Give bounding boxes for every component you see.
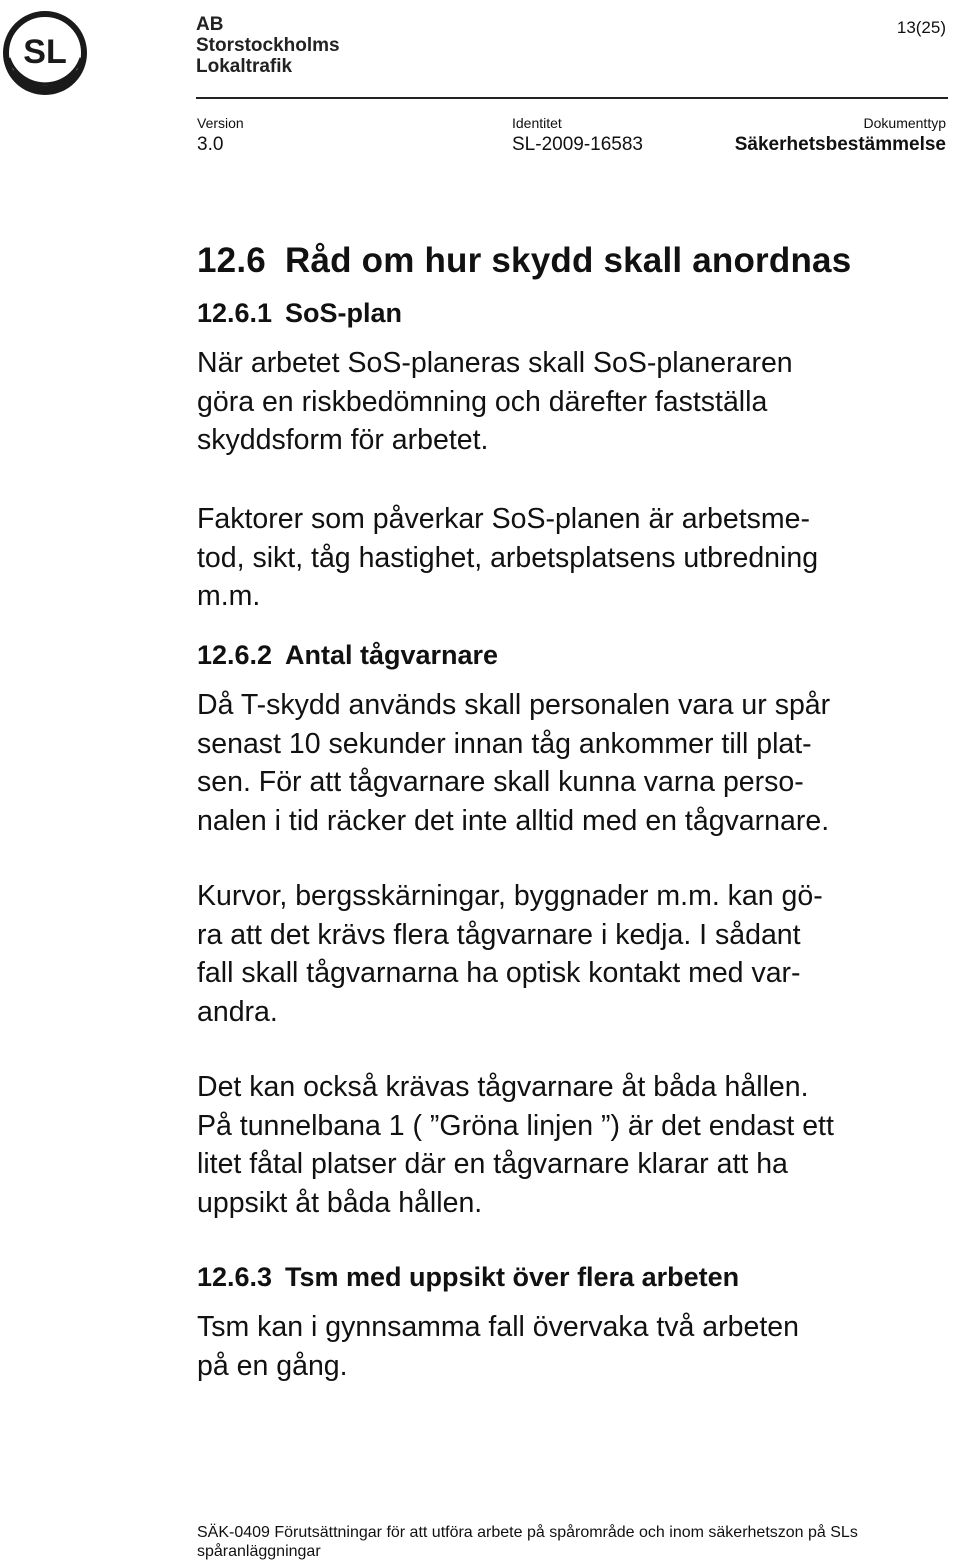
subsection-heading [197,298,402,329]
paragraph-line: Kurvor, bergsskärningar, byggnader m.m. kan gö- [197,880,823,912]
subsection-heading [197,640,498,671]
section-heading [197,241,851,281]
paragraph-line: fall skall tågvarnarna ha optisk kontakt med var- [197,957,801,989]
paragraph-line: tod, sikt, tåg hastighet, arbetsplatsens utbredning [197,541,819,574]
paragraph-line: Då T-skydd används skall personalen vara ur spår [197,689,831,721]
paragraph [197,686,942,840]
subsection-number: 12.6.3 [197,1262,273,1292]
identity-label: Identitet [512,115,562,131]
paragraph-line: sen. För att tågvarnare skall kunna varna perso- [197,766,804,798]
paragraph [197,500,942,616]
header-divider [196,97,948,99]
paragraph-line: litet fåtal platser där en tågvarnare klarar att ha [197,1148,788,1180]
paragraph-line: När arbetet SoS-planeras skall SoS-planeraren [197,347,793,379]
sl-logo-icon [0,8,90,98]
identity-value: SL-2009-16583 [512,134,643,155]
version-label: Version [197,115,244,131]
company-name [196,14,340,77]
paragraph-line: På tunnelbana 1 ( ”Gröna linjen ”) är det endast ett [197,1109,834,1142]
section-title: Råd om hur skydd skall anordnas [285,241,852,280]
page-number: 13(25) [896,18,946,37]
subsection-heading [197,1262,739,1293]
subsection-title: SoS-plan [285,298,403,328]
paragraph [197,877,942,1031]
svg-text:SL: SL [23,33,67,71]
subsection-title: Tsm med uppsikt över flera arbeten [285,1262,740,1292]
paragraph-line: Tsm kan i gynnsamma fall övervaka två arbeten [197,1311,799,1343]
paragraph-line: Det kan också krävas tågvarnare åt båda hållen. [197,1071,809,1103]
footer-line: spåranläggningar [197,1543,321,1560]
paragraph [197,1308,942,1385]
paragraph-line: nalen i tid räcker det inte alltid med en tågvarnare. [197,804,830,837]
paragraph-line: skyddsform för arbetet. [197,424,489,456]
paragraph-line: ra att det krävs flera tågvarnare i kedja. I sådant [197,918,801,951]
doctype-value: Säkerhetsbestämmelse [734,134,946,155]
paragraph-line: andra. [197,995,278,1028]
sl-logo [0,8,90,98]
paragraph [197,344,942,460]
paragraph-line: på en gång. [197,1349,348,1382]
subsection-number: 12.6.1 [197,298,273,328]
subsection-number: 12.6.2 [197,640,273,670]
paragraph-line: m.m. [197,580,261,612]
company-line: AB [196,14,224,35]
paragraph-line: göra en riskbedömning och därefter fastställa [197,385,768,418]
paragraph-line: uppsikt åt båda hållen. [197,1186,483,1219]
document-footer [197,1523,858,1561]
paragraph [197,1068,942,1222]
subsection-title: Antal tågvarnare [285,640,499,670]
version-value: 3.0 [197,134,224,155]
paragraph-line: Faktorer som påverkar SoS-planen är arbetsme- [197,503,811,535]
doctype-label: Dokumenttyp [863,115,946,131]
paragraph-line: senast 10 sekunder innan tåg ankommer till plat- [197,727,812,760]
company-line: Storstockholms [196,35,340,56]
company-line: Lokaltrafik [196,56,293,77]
section-number: 12.6 [197,241,266,280]
footer-line: SÄK-0409 Förutsättningar för att utföra arbete på spårområde och inom säkerhetszon på SLs [197,1524,858,1541]
